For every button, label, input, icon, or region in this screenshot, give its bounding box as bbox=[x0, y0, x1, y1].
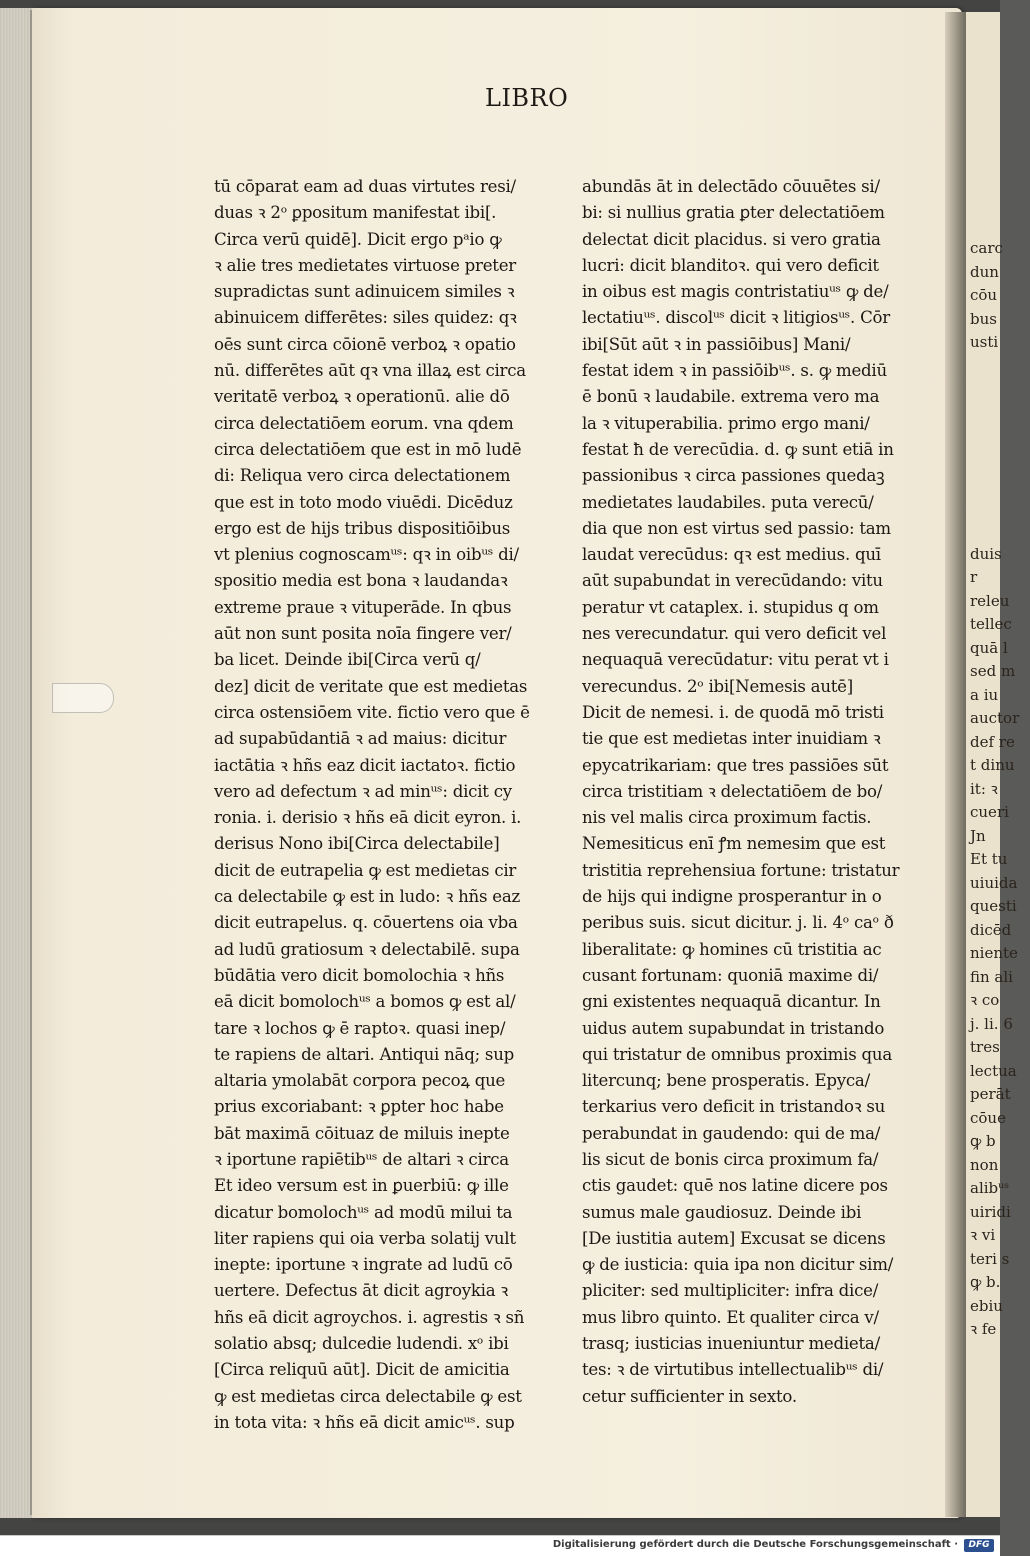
text-line: liter rapiens qui oia verba solatij vult bbox=[214, 1228, 516, 1248]
text-line: uertere. Defectus āt dicit agroykia ꝛ bbox=[214, 1281, 509, 1301]
text-line: vero ad defectum ꝛ ad minᵘˢ: dicit cy bbox=[214, 781, 512, 801]
text-line: peratur vt cataplex. i. stupidus q om bbox=[582, 597, 879, 617]
text-line: verecundus. 2ᵒ ibi[Nemesis autē] bbox=[582, 676, 853, 696]
text-line: veritatē verboꝝ ꝛ operationū. alie dō bbox=[214, 387, 510, 407]
text-line: ad supabūdantiā ꝛ ad maius: dicitur bbox=[214, 729, 507, 749]
text-line: Dicit de nemesi. i. de quodā mō tristi bbox=[582, 702, 884, 722]
text-line: supradictas sunt adinuicem similes ꝛ bbox=[214, 282, 515, 302]
text-line: litercunq; bene prosperatis. Epyca/ bbox=[582, 1071, 870, 1091]
text-line: būdātia vero dicit bomolochia ꝛ hñs bbox=[214, 965, 505, 985]
text-line: tristitia reprehensiua fortune: tristatur bbox=[582, 860, 900, 880]
text-line: bāt maximā cōituaz de miluis inepte bbox=[214, 1123, 510, 1143]
text-line: dicit de eutrapelia ꝙ est medietas cir bbox=[214, 860, 517, 880]
text-line: que est in toto modo viuēdi. Dicēduz bbox=[214, 492, 513, 512]
text-line: sumus male gaudiosuz. Deinde ibi bbox=[582, 1202, 862, 1222]
text-line: la ꝛ vituperabilia. primo ergo mani/ bbox=[582, 413, 870, 433]
text-line: ronia. i. derisio ꝛ hñs eā dicit eyron. i. bbox=[214, 808, 522, 828]
footer-bar bbox=[0, 1535, 1000, 1556]
text-line: ca delectabile ꝙ est in ludo: ꝛ hñs eaz bbox=[214, 887, 520, 907]
text-line: Nemesiticus enī ꝭm nemesim que est bbox=[582, 834, 886, 854]
text-line: mus libro quinto. Et qualiter circa v/ bbox=[582, 1307, 879, 1327]
text-line: aūt supabundat in verecūdando: vitu bbox=[582, 571, 883, 591]
text-line: circa ostensiōem vite. fictio vero que ē bbox=[214, 702, 530, 722]
text-line: cusant fortunam: quoniā maxime di/ bbox=[582, 965, 879, 985]
text-line: liberalitate: ꝙ homines cū tristitia ac bbox=[582, 939, 882, 959]
text-line: nes verecundatur. qui vero deficit vel bbox=[582, 624, 887, 644]
text-line: trasq; iusticias inueniuntur medieta/ bbox=[582, 1334, 880, 1354]
text-line: dia que non est virtus sed passio: tam bbox=[582, 518, 891, 538]
text-line: qui tristatur de omnibus proximis qua bbox=[582, 1044, 892, 1064]
text-line: laudat verecūdus: qꝛ est medius. quī bbox=[582, 545, 881, 565]
text-line: iactātia ꝛ hñs eaz dicit iactatoꝛ. fictio bbox=[214, 755, 516, 775]
text-column-right bbox=[582, 174, 900, 1410]
text-line: Et ideo versum est in ꝑuerbiū: ꝙ ille bbox=[214, 1176, 509, 1196]
text-line: tare ꝛ lochos ꝙ ē raptoꝛ. quasi inep/ bbox=[214, 1018, 506, 1038]
text-line: vt plenius cognoscamᵘˢ: qꝛ in oibᵘˢ di/ bbox=[214, 545, 519, 565]
text-line: eā dicit bomolochᵘˢ a bomos ꝙ est al/ bbox=[214, 992, 516, 1012]
text-line: nequaquā verecūdatur: vitu perat vt i bbox=[582, 650, 889, 670]
facing-page-sliver bbox=[966, 12, 1020, 1517]
text-line: te rapiens de altari. Antiqui nāq; sup bbox=[214, 1044, 515, 1064]
text-line: Circa verū quidē]. Dicit ergo pᵃio ꝙ bbox=[214, 229, 502, 249]
text-line: festat ħ de verecūdia. d. ꝙ sunt etiā in bbox=[582, 439, 894, 459]
text-line: prius excoriabant: ꝛ ꝑpter hoc habe bbox=[214, 1097, 504, 1117]
text-line: festat idem ꝛ in passiōibᵘˢ. s. ꝙ mediū bbox=[582, 361, 887, 381]
text-line: inepte: iportune ꝛ ingrate ad ludū cō bbox=[214, 1255, 513, 1275]
text-line: tes: ꝛ de virtutibus intellectualibᵘˢ di/ bbox=[582, 1360, 884, 1380]
text-line: dez] dicit de veritate que est medietas bbox=[214, 676, 528, 696]
text-line: medietates laudabiles. puta verecū/ bbox=[582, 492, 874, 512]
text-line: extreme praue ꝛ vituperāde. In qbus bbox=[214, 597, 512, 617]
text-line: ergo est de hijs tribus dispositiōibus bbox=[214, 518, 511, 538]
text-line: solatio absq; dulcedie ludendi. xᵒ ibi bbox=[214, 1334, 509, 1354]
dfg-logo: DFG bbox=[964, 1539, 994, 1552]
text-line: de hijs qui indigne prosperantur in o bbox=[582, 887, 882, 907]
running-head: LIBRO bbox=[485, 84, 569, 112]
text-column-left bbox=[214, 174, 536, 1436]
text-line: di: Reliqua vero circa delectationem bbox=[214, 466, 511, 486]
text-line: nū. differētes aūt qꝛ vna illaꝝ est circa bbox=[214, 361, 526, 381]
text-line: dicit eutrapelus. q. cōuertens oia vba bbox=[214, 913, 518, 933]
text-line: uidus autem supabundat in tristando bbox=[582, 1018, 885, 1038]
text-line: delectat dicit placidus. si vero gratia bbox=[582, 229, 881, 249]
text-line: ē bonū ꝛ laudabile. extrema vero ma bbox=[582, 387, 880, 407]
text-line: derisus Nono ibi[Circa delectabile] bbox=[214, 834, 500, 854]
text-line: ꝙ de iusticia: quia ipa non dicitur sim/ bbox=[582, 1255, 894, 1275]
text-line: pliciter: sed multipliciter: infra dice/ bbox=[582, 1281, 879, 1301]
funding-credit: Digitalisierung gefördert durch die Deutsche Forschungsgemeinschaft · bbox=[552, 1539, 958, 1550]
text-line: tie que est medietas inter inuidiam ꝛ bbox=[582, 729, 881, 749]
text-line: ba licet. Deinde ibi[Circa verū q/ bbox=[214, 650, 481, 670]
text-line: ibi[Sūt aūt ꝛ in passiōibus] Mani/ bbox=[582, 334, 851, 354]
text-line: ꝛ iportune rapiētibᵘˢ de altari ꝛ circa bbox=[214, 1149, 509, 1169]
text-line: dicatur bomolochᵘˢ ad modū milui ta bbox=[214, 1202, 513, 1222]
text-line: abinuicem differētes: siles quidez: qꝛ bbox=[214, 308, 517, 328]
text-line: cetur sufficienter in sexto. bbox=[582, 1386, 797, 1406]
facing-page-text: carc dun cōu bus usti duis r releu tellec quā l sed m a iu auctor def re t dinu it: ꝛ cueri Jn Et tu uiuida questi dicēd niente fin ali ꝛ co j. li. 6 tres lectua perāt cōue ꝙ b non alibᵘˢ uiridi ꝛ vi teri s ꝙ b. ebiu ꝛ fe bbox=[970, 239, 1020, 1338]
text-line: passionibus ꝛ circa passiones quedaꝫ bbox=[582, 466, 885, 486]
text-line: peribus suis. sicut dicitur. j. li. 4ᵒ caᵒ ð bbox=[582, 913, 894, 933]
text-line: nis vel malis circa proximum factis. bbox=[582, 808, 872, 828]
text-line: lectatiuᵘˢ. discolᵘˢ dicit ꝛ litigiosᵘˢ. Cōr bbox=[582, 308, 890, 328]
text-line: ꝙ est medietas circa delectabile ꝙ est bbox=[214, 1386, 522, 1406]
text-line: duas ꝛ 2ᵒ ꝑpositum manifestat ibi[. bbox=[214, 203, 497, 223]
text-line: lis sicut de bonis circa proximum fa/ bbox=[582, 1149, 879, 1169]
text-line: [Circa reliquū aūt]. Dicit de amicitia bbox=[214, 1360, 510, 1380]
text-line: [De iustitia autem] Excusat se dicens bbox=[582, 1228, 886, 1248]
text-line: epycatrikariam: que tres passiōes sūt bbox=[582, 755, 889, 775]
text-line: in tota vita: ꝛ hñs eā dicit amicᵘˢ. sup bbox=[214, 1412, 515, 1432]
text-line: spositio media est bona ꝛ laudandaꝛ bbox=[214, 571, 508, 591]
text-line: bi: si nullius gratia ꝑter delectatiōem bbox=[582, 203, 885, 223]
text-line: altaria ymolabāt corpora pecoꝝ que bbox=[214, 1071, 506, 1091]
text-line: circa tristitiam ꝛ delectatiōem de bo/ bbox=[582, 781, 883, 801]
text-line: lucri: dicit blanditoꝛ. qui vero deficit bbox=[582, 255, 879, 275]
text-line: tū cōparat eam ad duas virtutes resi/ bbox=[214, 177, 516, 196]
text-line: perabundat in gaudendo: qui de ma/ bbox=[582, 1123, 881, 1143]
text-line: ad ludū gratiosum ꝛ delectabilē. supa bbox=[214, 939, 520, 959]
text-line: in oibus est magis contristatiuᵘˢ ꝙ de/ bbox=[582, 282, 889, 302]
text-line: ꝛ alie tres medietates virtuose preter bbox=[214, 255, 516, 275]
text-line: terkarius vero deficit in tristandoꝛ su bbox=[582, 1097, 886, 1117]
text-line: hñs eā dicit agroychos. i. agrestis ꝛ sñ bbox=[214, 1307, 525, 1327]
page-clip bbox=[52, 683, 114, 713]
text-line: circa delectatiōem que est in mō ludē bbox=[214, 439, 522, 459]
text-line: circa delectatiōem eorum. vna qdem bbox=[214, 413, 514, 433]
text-line: ctis gaudet: quē nos latine dicere pos bbox=[582, 1176, 888, 1196]
text-line: oēs sunt circa cōionē verboꝝ ꝛ opatio bbox=[214, 334, 516, 354]
text-line: gni existentes nequaquā dicantur. In bbox=[582, 992, 881, 1012]
text-line: abundās āt in delectādo cōuuētes si/ bbox=[582, 177, 880, 196]
text-line: aūt non sunt posita noīa fingere ver/ bbox=[214, 624, 512, 644]
